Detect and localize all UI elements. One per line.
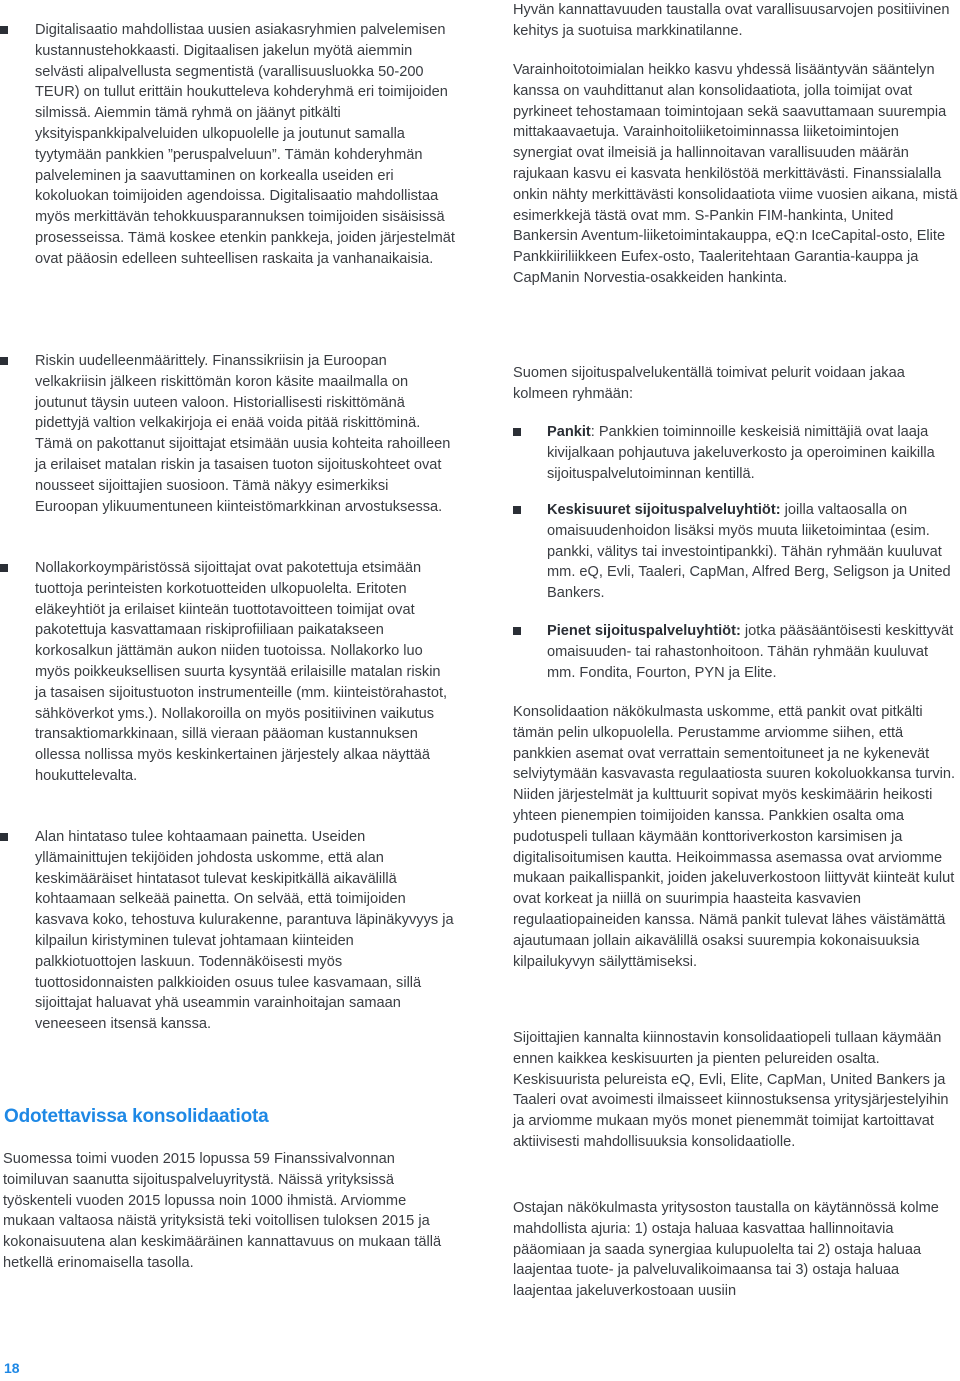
- list-item: [0, 20, 455, 270]
- list-item: [513, 621, 960, 683]
- paragraph-text: Varainhoitotoimialan heikko kasvu yhdessä lisääntyvän sääntelyn kanssa on vauhdittanut alan konsolidaatiota, jolla toimijat ovat pyrkineet tehostamaan toimintojaan sekä saavuttamaan suurempia mittakaavaetuja. Varainhoitoliiketoiminnassa liiketoimintojen synergiat ovat ilmeisiä ja hallinnoitavan varallisuuden määrän rajukaan kasvu ei kasvata henkilöstöä merkittävästi. Finanssialalla onkin nähty merkittävästi konsolidaatiota viime vuosien aikana, mistä esimerkkejä tästä ovat mm. S-Pankin FIM-hankinta, United Bankersin Aventum-liiketoimintakauppa, eQ:n IceCapital-osto, Elite Pankkiiriliikkeen Eufex-osto, Taaleritehtaan Garantia-kauppa ja CapManin Norvestia-osakkeiden hankinta.: [513, 62, 958, 286]
- bullet-text: Digitalisaatio mahdollistaa uusien asiakasryhmien palvelemisen kustannustehokkaasti. Digitaalisen jakelun myötä aiemmin selvästi alipalvellusta segmentistä (varallisuusluokka 50-200 TEUR) on tullut erittäin houkutteleva kohderyhmä eri toimijoiden silmissä. Aiemmin tämä ryhmä on jäänyt pitkälti yksityispankkipalveluiden ulkopuolelle ja joutunut samalla tyytymään pankkien ”peruspalveluun”. Tämän kohderyhmän palveleminen ja saavuttaminen on korkealla useiden eri kokoluokan toimijoiden agendoissa. Digitalisaatio mahdollistaa myös merkittävän tehokkuusparannuksen toimijoiden sisäisissä prosesseissa. Tämä koskee etenkin pankkeja, joiden järjestelmät ovat pääosin edelleen suhteellisen raskaita ja vanhanaikaisia.: [35, 22, 455, 267]
- paragraph-text: Ostajan näkökulmasta yritysoston taustalla on käytännössä kolme mahdollista ajuria: 1) ostaja haluaa kasvattaa hallinnoitavia pääomiaan ja saada synergiaa kulupuolelta tai 2) ostaja haluaa laajentaa tuote- ja palveluvalikoimaansa tai 3) ostaja haluaa laajentaa jakeluverkostoaan uusiin: [513, 1200, 939, 1300]
- paragraph: [513, 702, 960, 972]
- paragraph: [513, 60, 960, 289]
- paragraph: [513, 1028, 960, 1153]
- bullet-text: [547, 500, 960, 604]
- bullet-square-icon: [513, 506, 521, 514]
- term-description: Pankkien toiminnoille keskeisiä nimittäjiä ovat laaja kivijalkaan pohjautuva jakeluverkosto ja operoiminen kaikilla sijoituspalvelutoiminnan kentillä.: [547, 424, 935, 482]
- paragraph-text: Hyvän kannattavuuden taustalla ovat varallisuusarvojen positiivinen kehitys ja suotuisa markkinatilanne.: [513, 2, 950, 39]
- term-label: Pienet sijoituspalveluyhtiöt:: [547, 623, 741, 639]
- bullet-text: Riskin uudelleenmäärittely. Finanssikriisin ja Euroopan velkakriisin jälkeen riskittömän koron käsite maailmalla on joutunut täysin uuteen valoon. Historiallisesti riskittömänä pidettyjä valtion velkakirjoja ei enää voida pitää riskittöminä. Tämä on pakottanut sijoittajat etsimään uusia kohteita rahoilleen ja erilaiset matalan riskin ja tasaisen tuoton sijoituskohteet ovat nousseet sijoittajien suosioon. Tämä näkyy esimerkiksi Euroopan ylikuumentuneen kiinteistömarkkinan arvostuksessa.: [35, 353, 451, 515]
- term-label: Keskisuuret sijoituspalveluyhtiöt:: [547, 502, 781, 518]
- list-item: [513, 422, 960, 484]
- term-description: jotka pääsääntöisesti keskittyvät omaisuuden- tai rahastonhoitoon. Tähän ryhmään kuuluvat mm. Fondita, Fourton, PYN ja Elite.: [547, 623, 954, 681]
- section-heading: Odotettavissa konsolidaatiota: [4, 1106, 269, 1127]
- bullet-square-icon: [0, 833, 8, 841]
- paragraph-text: Sijoittajien kannalta kiinnostavin konsolidaatiopeli tullaan käymään ennen kaikkea keskisuurten ja pienten pelureiden osalta. Keskisuurista pelureista eQ, Evli, Elite, CapMan, United Bankers ja Taaleri ovat avoimesti ilmaisseet kiinnostuksensa yritysjärjestelyihin ja arviomme mukaan myös monet pienemmät toimijat kartoittavat aktiivisesti mahdollisuuksia konsolidaatiolle.: [513, 1030, 949, 1150]
- list-item: [0, 827, 455, 1035]
- paragraph: [513, 0, 960, 42]
- bullet-text: [547, 621, 960, 683]
- term-label: Pankit: [547, 424, 591, 440]
- bullet-square-icon: [513, 627, 521, 635]
- page-number: 18: [4, 1360, 20, 1376]
- term-separator: :: [590, 424, 595, 440]
- paragraph: [513, 1198, 960, 1302]
- paragraph-text: Konsolidaation näkökulmasta uskomme, että pankit ovat pitkälti tämän pelin ulkopuolella. Perustamme arviomme siihen, että pankkien asemat ovat verrattain sementoituneet ja ne kykenevät selviytymään kasvavasta regulaatiosta suuren kokoluokkansa turvin. Niiden järjestelmät ja kulttuurit sopivat myös keskimäärin heikosti yhteen pienempien toimijoiden kanssa. Pankkien osalta oma pudotuspeli tullaan käymään konttoriverkoston karsimisen ja digitalisoitumisen kautta. Heikoimmassa asemassa ovat arviomme mukaan paikallispankit, joiden jakeluverkostoon liittyvät kiinteät kulut ovat korkeat ja niillä on suurimpia haasteita kasvavien regulaatiopaineiden kanssa. Nämä pankit tulevat lähes väistämättä ajautumaan jollain aikavälillä osaksi suurempia kokonaisuuksia kilpailukyvyn säilyttämiseksi.: [513, 704, 956, 970]
- bullet-square-icon: [513, 428, 521, 436]
- paragraph-text: Suomen sijoituspalvelukentällä toimivat pelurit voidaan jakaa kolmeen ryhmään:: [513, 365, 905, 402]
- bullet-square-icon: [0, 357, 8, 365]
- paragraph-text: Suomessa toimi vuoden 2015 lopussa 59 Finanssivalvonnan toimiluvan saanutta sijoituspalveluyritystä. Näissä yrityksissä työskenteli vuoden 2015 lopussa noin 1000 ihmistä. Arviomme mukaan valtaosa näistä yrityksistä teki voitollisen tuloksen 2015 ja kokonaisuutena alan keskimääräinen kannattavuus on mukaan tällä hetkellä erinomaisella tasolla.: [3, 1151, 442, 1271]
- bullet-text: [547, 422, 960, 484]
- bullet-text: Alan hintataso tulee kohtaamaan painetta. Useiden yllämainittujen tekijöiden johdosta uskomme, että alan keskimääräiset hintatasot tulevat keskipitkällä aikavälillä kohtaamaan selkeää painetta. On selvää, että toimijoiden kasvava koko, tehostuva kulurakenne, parantuva läpinäkyvyys ja kilpailun kiristyminen tulevat johtamaan kiinteiden palkkiotuottojen laskuun. Todennäköisesti myös tuottosidonnaisten palkkioiden osuus tulee kasvamaan, sillä sijoittajat haluavat yhä useammin varainhoitajan samaan veneeseen itsensä kanssa.: [35, 829, 454, 1033]
- bullet-square-icon: [0, 564, 8, 572]
- list-item: [513, 500, 960, 604]
- list-item: [0, 351, 455, 517]
- bullet-square-icon: [0, 26, 8, 34]
- term-description: joilla valtaosalla on omaisuudenhoidon lisäksi myös muuta liiketoimintaa (esim. pankki, välitys tai investointipankki). Tähän ryhmään kuuluvat mm. eQ, Evli, Taaleri, CapMan, Alfred Berg, Seligson ja United Bankers.: [547, 502, 951, 602]
- paragraph: [513, 363, 960, 405]
- section-paragraph: [3, 1149, 453, 1274]
- bullet-text: Nollakorkoympäristössä sijoittajat ovat pakotettuja etsimään tuottoja perinteisten korkotuotteiden ulkopuolelta. Eritoten eläkeyhtiöt ja erilaiset kiinteän tuottotavoitteen toimijat ovat pakotettuja kasvattamaan riskiprofiiliaan paikatakseen korkosalkun jättämän aukon niiden tuotoissa. Nollakorko luo myös poikkeuksellisen suurta kysyntää erilaisille matalan riskin ja tasaisen sijoitustuoton instrumenteille (mm. kiinteistörahastot, sähköverkot yms.). Nollakoroilla on myös positiivinen vaikutus transaktiomarkkinaan, sillä vieraan pääoman kustannuksen ollessa nollissa myös keskinkertainen järjestely alkaa näyttää houkuttelevalta.: [35, 560, 448, 784]
- list-item: [0, 558, 455, 787]
